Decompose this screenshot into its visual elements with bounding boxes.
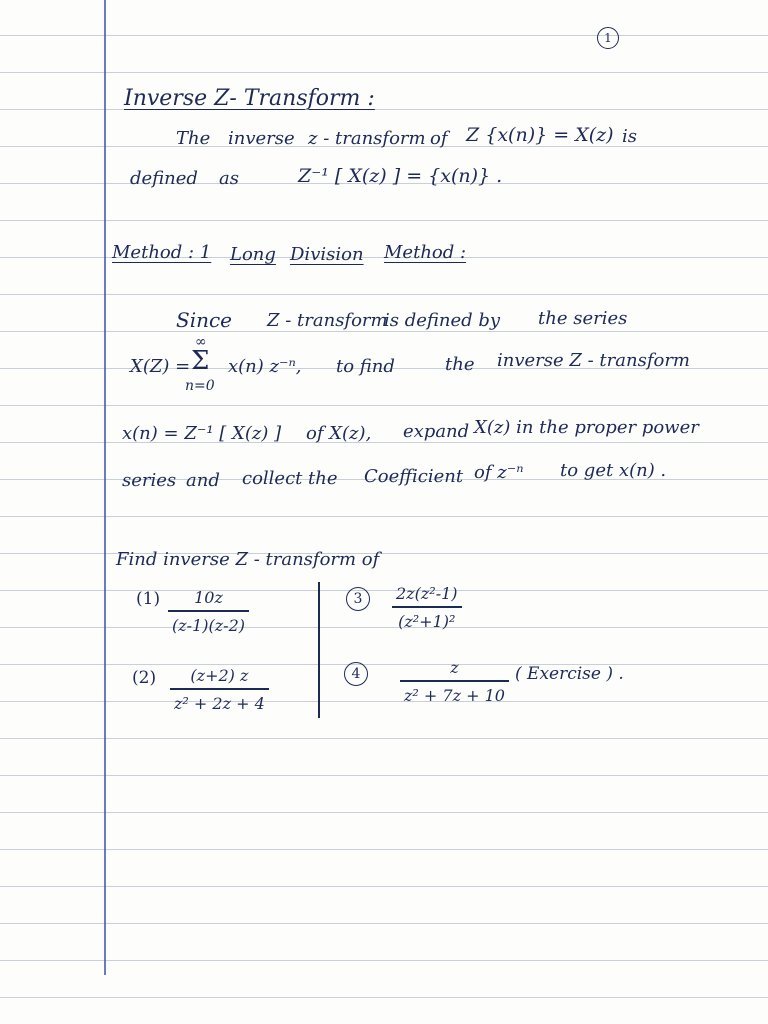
item-4-label: 4 bbox=[344, 662, 368, 686]
body-to-get: to get x(n) . bbox=[560, 460, 667, 481]
body-since: Since bbox=[176, 308, 233, 332]
item-1-denominator: (z-1)(z-2) bbox=[172, 615, 245, 635]
item-3-numerator: 2z(z²-1) bbox=[396, 584, 458, 603]
item-1-fraction bbox=[168, 588, 249, 635]
item-1-label: (1) bbox=[136, 589, 161, 609]
item-1-numerator: 10z bbox=[194, 588, 223, 607]
item-3-label: 3 bbox=[346, 587, 370, 611]
method-heading: Method : 1 bbox=[112, 242, 212, 263]
body-of-z: of z⁻ⁿ bbox=[474, 462, 524, 483]
item-2-numerator: (z+2) z bbox=[190, 666, 249, 685]
item-4-numerator: z bbox=[450, 658, 459, 677]
intro-is: is bbox=[622, 126, 637, 147]
method-long: Long bbox=[230, 244, 276, 265]
body-sum-term: x(n) z⁻ⁿ, bbox=[228, 356, 302, 377]
sum-upper-limit: ∞ bbox=[195, 334, 207, 350]
body-of-xz: of X(z), bbox=[306, 423, 372, 444]
body-the: the bbox=[445, 354, 475, 375]
intro-definition-expr: Z⁻¹ [ X(z) ] = {x(n)} . bbox=[298, 165, 503, 187]
sum-symbol: Σ bbox=[191, 346, 210, 376]
method-word: Method : bbox=[384, 242, 467, 263]
intro-the: The bbox=[176, 128, 211, 149]
body-coefficient: Coefficient bbox=[364, 466, 464, 487]
item-4-denominator: z² + 7z + 10 bbox=[404, 685, 505, 705]
margin-line bbox=[104, 0, 106, 975]
body-and: and bbox=[186, 470, 220, 491]
item-3-denominator: (z²+1)² bbox=[398, 611, 456, 631]
exercise-note: ( Exercise ) . bbox=[515, 664, 624, 684]
intro-ztransform: z - transform bbox=[308, 128, 426, 149]
intro-expr: Z {x(n)} = X(z) bbox=[466, 124, 614, 146]
intro-defined: defined bbox=[130, 168, 198, 189]
page-title: Inverse Z- Transform : bbox=[124, 86, 375, 111]
body-to-find: to find bbox=[336, 356, 395, 377]
summation bbox=[185, 336, 225, 396]
item-2-label: (2) bbox=[132, 668, 157, 688]
body-expand-rest: X(z) in the proper power bbox=[474, 417, 699, 438]
find-heading: Find inverse Z - transform of bbox=[116, 549, 380, 570]
intro-as: as bbox=[219, 168, 239, 189]
body-collect: collect bbox=[242, 468, 303, 489]
sum-lower-limit: n=0 bbox=[185, 378, 215, 394]
body-series: series bbox=[122, 470, 177, 491]
body-the-series: the series bbox=[538, 308, 628, 329]
body-xz-eq: X(Z) = bbox=[130, 356, 191, 377]
body-is-defined-by: is defined by bbox=[384, 310, 501, 331]
page-number: 1 bbox=[597, 27, 619, 49]
body-inverse-z: inverse Z - transform bbox=[497, 350, 690, 371]
intro-of: of bbox=[430, 128, 448, 149]
body-ztransform: Z - transform bbox=[267, 310, 388, 331]
item-3-fraction bbox=[392, 584, 462, 631]
item-4-fraction bbox=[400, 658, 509, 705]
intro-inverse: inverse bbox=[228, 128, 295, 149]
body-xn-eq: x(n) = Z⁻¹ [ X(z) ] bbox=[122, 423, 282, 444]
body-expand: expand bbox=[403, 421, 470, 442]
item-2-denominator: z² + 2z + 4 bbox=[174, 693, 265, 713]
item-2-fraction bbox=[170, 666, 269, 713]
body-the2: the bbox=[308, 468, 338, 489]
method-division: Division bbox=[290, 244, 364, 265]
column-divider bbox=[318, 582, 320, 718]
